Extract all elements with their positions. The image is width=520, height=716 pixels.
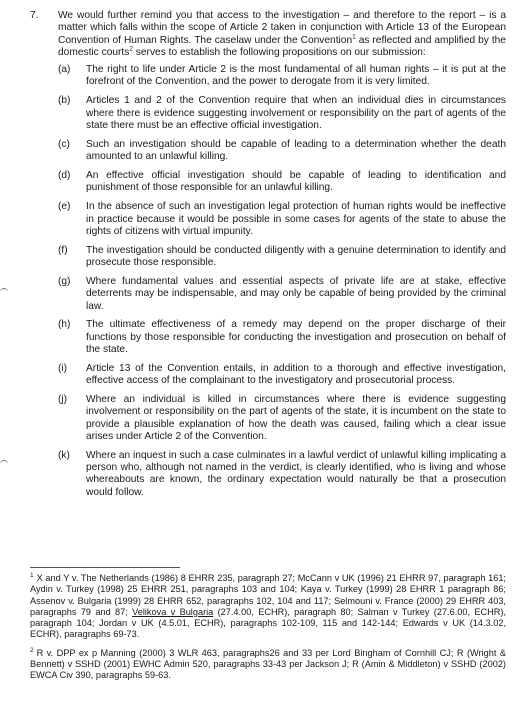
propositions-list	[58, 64, 506, 499]
paragraph-text-2: as reflected and amplified by the domestic courts	[58, 34, 506, 58]
item-text: The investigation should be conducted diligently with a genuine determination to identify and prosecute those responsible.	[86, 244, 506, 269]
list-item	[58, 245, 506, 270]
item-label: (c)	[58, 138, 70, 150]
list-item	[58, 95, 506, 132]
item-text: In the absence of such an investigation legal protection of human rights would be ineffective in practice because it would be possible in some cases for agents of the state to abuse the rights of citizens with virtual impunity.	[86, 201, 506, 237]
paragraph-number: 7.	[30, 10, 39, 21]
list-item	[58, 201, 506, 238]
list-item	[58, 450, 506, 499]
list-item	[58, 394, 506, 443]
item-label: (d)	[58, 170, 71, 182]
item-text: The ultimate effectiveness of a remedy may depend on the proper discharge of their functions by those responsible for conducting the investigation and prosecution on behalf of the state.	[86, 319, 506, 355]
paragraph-intro	[58, 10, 506, 59]
item-label: (a)	[58, 64, 71, 76]
footnote-ref-1: 1	[352, 33, 356, 41]
item-label: (i)	[58, 362, 68, 374]
item-label: (j)	[58, 394, 68, 406]
item-text: Where an inquest in such a case culminates in a lawful verdict of unlawful killing implicating a person who, although not named in the verdict, is clearly identified, who is living and whose whereabouts are known, the ordinary expectation would naturally be that a prosecution would follow.	[86, 449, 506, 498]
list-item	[58, 319, 506, 356]
list-item	[58, 139, 506, 164]
item-text: Such an investigation should be capable of leading to a determination whether the death amounted to an unlawful killing.	[86, 138, 506, 163]
list-item	[58, 64, 506, 89]
footnote-mark: 2	[30, 646, 34, 654]
footnote-text: (27.4.00, ECHR), paragraph 80; Salman v Turkey (27.6.00, ECHR), paragraph 104; Jordan v UK (4.5.01, ECHR), paragraphs 102-109, 115 and 142-144; Edwards v UK (14.3.02, ECHR), paragraphs 69-73.	[30, 606, 506, 640]
item-text: Where an individual is killed in circumstances where there is evidence suggesting involvement or responsibility on the part of agents of the state, it is incumbent on the state to provide a plausible explanation of how the death was caused, failing which a clear issue arises under Article 2 of the Convention.	[86, 394, 506, 442]
footnote-1	[30, 573, 506, 641]
item-text: Article 13 of the Convention entails, in addition to a thorough and effective investigation, effective access of the complainant to the investigatory and prosecutorial process.	[86, 362, 506, 387]
footnote-2	[30, 648, 506, 682]
paragraph-body	[58, 10, 506, 499]
list-item	[58, 363, 506, 388]
item-label: (f)	[58, 244, 68, 256]
footnote-underlined-case: Velikova v Bulgaria	[132, 606, 214, 617]
item-text: Where fundamental values and essential aspects of private life are at stake, effective deterrents may be indispensable, and may only be capable of being provided by the criminal law.	[86, 275, 506, 312]
item-label: (b)	[58, 95, 71, 107]
list-item	[58, 170, 506, 195]
scan-edge-mark	[0, 288, 8, 295]
footnote-ref-2: 2	[129, 45, 133, 53]
paragraph-text-1: We would further remind you that access to the investigation – and therefore to the report – is a matter which falls within the scope of Article 2 taken in conjunction with Article 13 of the European Convention of Human Rights. The caselaw under the Convention	[58, 10, 506, 46]
paragraph-text-3: serves to establish the following propositions on our submission:	[132, 46, 426, 58]
item-label: (h)	[58, 319, 71, 331]
footnote-divider	[30, 567, 180, 568]
footnote-text: X and Y v. The Netherlands (1986) 8 EHRR 235, paragraph 27; McCann v UK (1996) 21 EHRR 97, paragraph 161; Aydin v. Turkey (1998) 25 EHRR 251, paragraphs 103 and 104; Kaya v. Turkey (1999) 28 EHRR 1 paragraph 86; Assenov v. Bulgaria (1999) 28 EHRR 652, paragraphs 102, 104 and 117; Selmouni v. France (2000) 29 EHRR 403, paragraphs 79 and 87;	[30, 573, 506, 617]
item-text: An effective official investigation should be capable of leading to identification and punishment of those responsible for an unlawful killing.	[86, 170, 506, 194]
item-label: (g)	[58, 275, 71, 287]
paragraph-7	[30, 10, 506, 506]
scan-edge-mark	[0, 460, 8, 467]
item-label: (k)	[58, 449, 70, 461]
list-item	[58, 276, 506, 313]
footnote-mark: 1	[30, 571, 34, 579]
item-text: The right to life under Article 2 is the most fundamental of all human rights – it is put at the forefront of the Convention, and the power to derogate from it is very limited.	[86, 64, 506, 88]
item-text: Articles 1 and 2 of the Convention require that when an individual dies in circumstances where there is evidence suggesting involvement or responsibility on the part of agents of the state there must be an effective official investigation.	[86, 95, 506, 131]
item-label: (e)	[58, 201, 71, 213]
footnote-text: R v. DPP ex p Manning (2000) 3 WLR 463, paragraphs26 and 33 per Lord Bingham of Cornhill CJ; R (Wright & Bennett) v SSHD (2001) EWHC Admin 520, paragraphs 33-43 per Jackson J; R (Amin & Middleton) v SSHD (2002) EWCA Civ 390, paragraphs 59-63.	[30, 647, 506, 681]
footnotes	[30, 573, 506, 689]
